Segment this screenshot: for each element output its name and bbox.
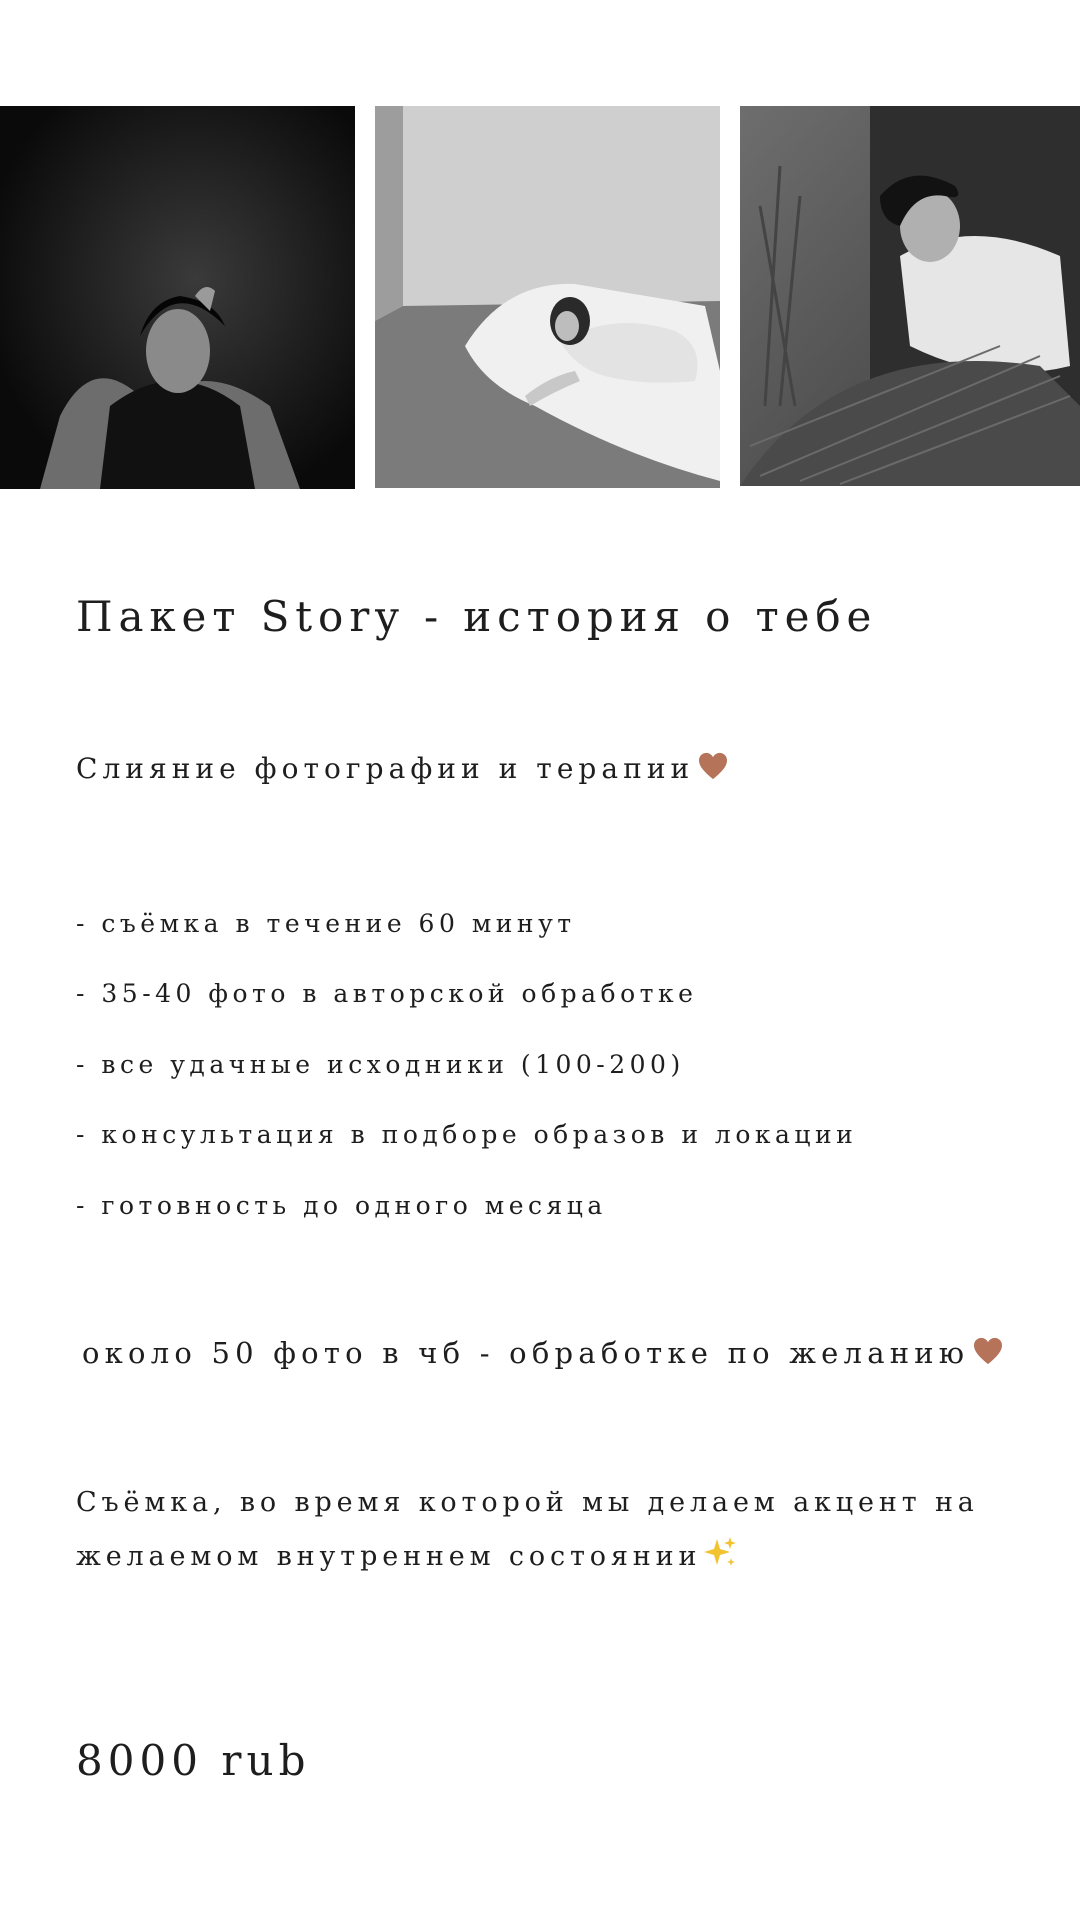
feature-item: - 35-40 фото в авторской обработке [76,979,698,1008]
feature-item: - готовность до одного месяца [76,1191,607,1220]
photo-portrait-lying-on-bed [375,106,720,488]
sparkles-icon [703,1535,737,1569]
description-line-2-text: желаемом внутреннем состоянии [76,1541,702,1572]
description-line-2 [76,1535,737,1572]
package-subtitle [76,752,728,785]
photo-portrait-dark-dress [0,106,355,489]
brown-heart-icon [973,1337,1003,1365]
package-price: 8000 rub [76,1736,311,1785]
package-title: Пакет Story - история о тебе [76,592,878,641]
subtitle-text: Слияние фотографии и терапии [76,752,695,785]
bw-note-text: около 50 фото в чб - обработке по желанию [82,1336,970,1370]
brown-heart-icon [698,752,728,780]
feature-item: - все удачные исходники (100-200) [76,1050,685,1079]
bw-photos-note [82,1336,1003,1370]
feature-item: - консультация в подборе образов и локации [76,1120,858,1149]
feature-item: - съёмка в течение 60 минут [76,909,576,938]
description-line-1: Съёмка, во время которой мы делаем акцент на [76,1487,979,1518]
photo-portrait-with-dry-grass [740,106,1080,486]
